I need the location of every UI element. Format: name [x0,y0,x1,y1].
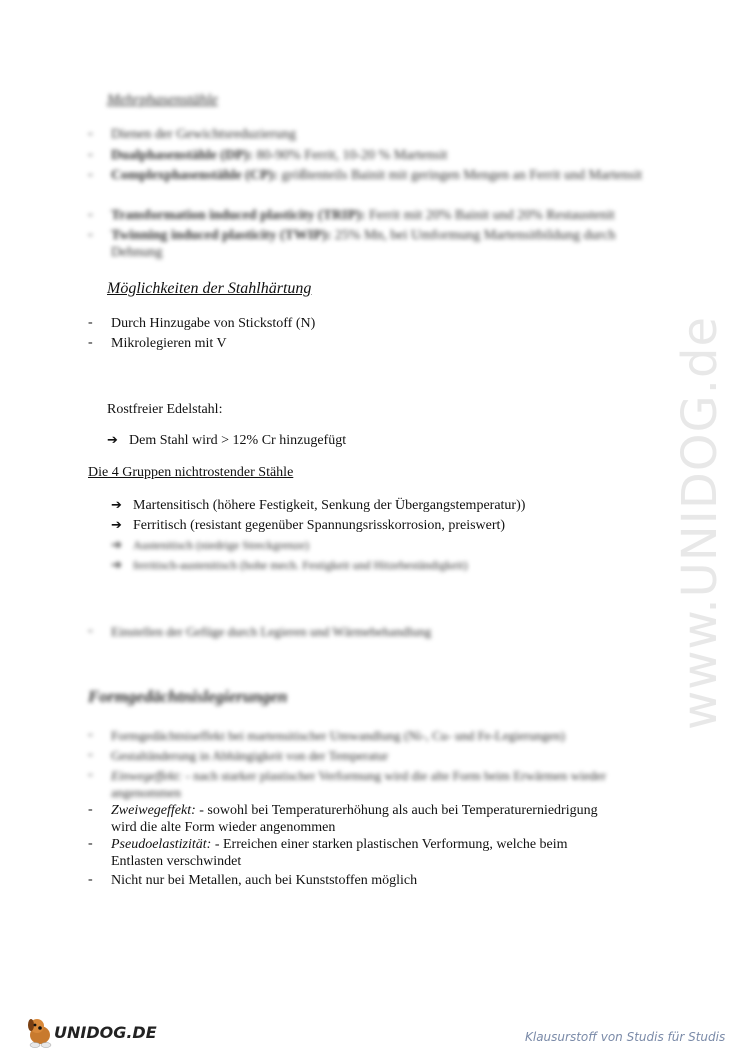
list-item-pseudoelastizitaet: Pseudoelastizität: - Erreichen einer starken plastischen Verformung, welche beim [111,837,568,852]
arrow-item: ➔ Dem Stahl wird > 12% Cr hinzugefügt [107,433,347,448]
group-item: ➔ Austenitisch (niedrige Streckgrenze) [111,538,309,553]
list-item: Formgedächtniseffekt bei martensitischer Umwandlung (Ni-, Cu- und Fe-Legierungen) [111,728,565,743]
note: Einstellen der Gefüge durch Legieren und Wärmebehandlung [111,624,432,639]
arrow-icon: ➔ [107,433,118,448]
label-rostfreier-edelstahl: Rostfreier Edelstahl: [107,402,223,417]
group-item: ➔ Ferritisch (resistant gegenüber Spannungsrisskorrosion, preiswert) [111,518,506,533]
arrow-icon: ➔ [111,558,122,573]
dash: - [88,207,93,222]
group-item: ➔ ferritisch-austenitisch (hohe mech. Festigkeit und Hitzebeständigkeit) [111,558,468,573]
dash: - [88,126,93,141]
list-item: Dualphasenstähle (DP): 80-90% Ferrit, 10-20 % Martensit [111,148,448,163]
list-item: Nicht nur bei Metallen, auch bei Kunststoffen möglich [111,873,418,888]
logo-text: UNIDOG.DE [54,1023,157,1042]
list-item: Dienen der Gewichtsreduzierung [111,127,297,142]
dash: - [88,315,93,330]
list-item: Einwegeffekt: - nach starker plastischer Verformung wird die alte Form beim Erwärmen wieder angenommen [111,768,607,800]
dash: - [88,836,93,851]
dash: - [88,872,93,887]
list-item: Transformation induced plasticity (TRIP): Ferrit mit 20% Bainit und 20% Restaustenit [111,208,615,223]
watermark: www.UNIDOG.de [672,315,728,730]
dash: - [88,623,93,638]
list-item: Gestaltänderung in Abhängigkeit von der Temperatur [111,748,389,763]
dash: - [88,802,93,817]
list-item: Complexphasenstähle (CP): größtenteils Bainit mit geringen Mengen an Ferrit und Martensit [111,168,643,183]
list-item-zweiwegeffekt: Zweiwegeffekt: - sowohl bei Temperaturerhöhung als auch bei Temperaturerniedrigung [111,803,598,818]
dash: - [88,167,93,182]
dash: - [88,747,93,762]
dash: - [88,767,93,782]
section-title-stahlhaertung: Möglichkeiten der Stahlhärtung [107,280,312,297]
section-title: Formgedächtnislegierungen [88,687,288,706]
list-item: Mikrolegieren mit V [111,336,227,351]
list-item: Durch Hinzugabe von Stickstoff (N) [111,316,316,331]
footer-slogan: Klausurstoff von Studis für Studis [525,1030,726,1044]
arrow-icon: ➔ [111,518,122,533]
dog-mascot-icon [26,1015,56,1049]
unidog-logo[interactable] [26,1015,156,1049]
groups-title: Die 4 Gruppen nichtrostender Stähle [88,465,294,480]
dash: - [88,335,93,350]
section-title: Mehrphasenstähle [107,92,218,108]
dash: - [88,727,93,742]
list-item: Twinning induced plasticity (TWIP): 25% Mn, bei Umformung Martensitbildung durch Dehnung [111,228,616,260]
dash: - [88,227,93,242]
dash: - [88,147,93,162]
arrow-icon: ➔ [111,498,122,513]
list-item-continuation: Entlasten verschwindet [111,854,242,869]
group-item: ➔ Martensitisch (höhere Festigkeit, Senkung der Übergangstemperatur)) [111,498,526,513]
arrow-icon: ➔ [111,538,122,553]
list-item-continuation: wird die alte Form wieder angenommen [111,820,336,835]
